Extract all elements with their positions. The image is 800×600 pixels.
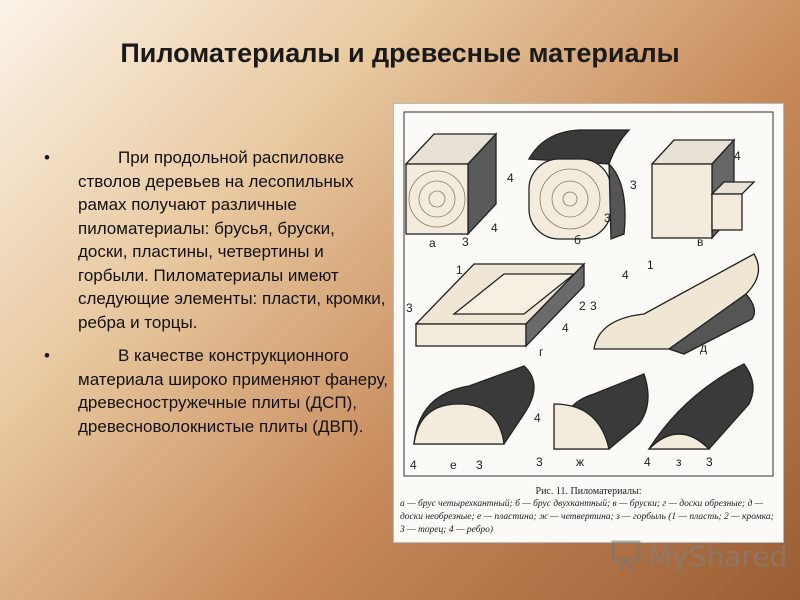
label-3: 3 [590, 299, 597, 313]
lumber-figure [393, 103, 784, 543]
label-4: 4 [410, 458, 417, 472]
label-zh: ж [576, 455, 585, 469]
label-4: 4 [507, 171, 514, 185]
bars-drawing [630, 140, 754, 249]
label-4: 4 [491, 221, 498, 235]
edged-boards-drawing [406, 263, 586, 359]
label-3: 3 [630, 178, 637, 192]
label-e: е [450, 458, 457, 472]
label-3: 3 [536, 455, 543, 469]
bullet-item [44, 344, 389, 438]
label-4: 4 [644, 455, 651, 469]
unedged-boards-drawing [590, 254, 759, 355]
bullet-text: При продольной распиловке стволов деревьев на лесопильных рамах получают различные пиломатериалы: брусья, бруски, доски, пластины, четвертины и горбыли. Пиломатериалы имеют следующие элементы: пласти, кромки, ребра и торцы. [78, 148, 386, 332]
label-3: 3 [604, 211, 611, 225]
label-b: б [574, 233, 581, 247]
watermark [610, 538, 788, 574]
label-d: д [700, 341, 708, 355]
label-1: 1 [647, 258, 654, 272]
bullet-dot: • [44, 148, 50, 167]
bullet-dot: • [44, 346, 50, 365]
label-4: 4 [562, 321, 569, 335]
label-v: в [697, 235, 704, 249]
label-2: 2 [579, 299, 586, 313]
slide-title: Пиломатериалы и древесные материалы [120, 38, 680, 68]
quarter-drawing [534, 374, 648, 469]
label-3: 3 [706, 455, 713, 469]
label-3: 3 [462, 235, 469, 249]
presentation-board-icon [610, 538, 644, 572]
bullet-text: В качестве конструкционного материала широко применяют фанеру, древесностружечные плиты (ДСП), древесноволокнистые плиты (ДВП). [78, 346, 389, 436]
beam-two-edged-drawing [507, 130, 629, 247]
label-3: 3 [476, 458, 483, 472]
beam-square-drawing [406, 134, 498, 250]
label-1: 1 [456, 263, 463, 277]
slab-cut-drawing [644, 364, 753, 469]
label-4: 4 [534, 411, 541, 425]
slab-drawing [410, 366, 534, 472]
bullet-list [44, 146, 389, 448]
watermark-text: MyShared [648, 540, 788, 573]
bullet-item [44, 146, 389, 334]
lumber-drawings-icon [394, 104, 783, 484]
caption-body: а — брус четырехкантный; б — брус двухкантный; в — бруски; г — доски обрезные; д — доски необрезные; е — пластина; ж — четвертина; з — горбыль (1 — пласть; 2 — кромка; 3 — торец; 4 — ребро) [400, 499, 774, 535]
figure-caption [400, 485, 777, 537]
label-4: 4 [734, 149, 741, 163]
caption-title: Рис. 11. Пиломатериалы: [535, 486, 642, 497]
label-z: з [676, 455, 682, 469]
label-a: а [429, 236, 436, 250]
label-3: 3 [406, 301, 413, 315]
label-g: г [539, 345, 544, 359]
label-4: 4 [622, 268, 629, 282]
